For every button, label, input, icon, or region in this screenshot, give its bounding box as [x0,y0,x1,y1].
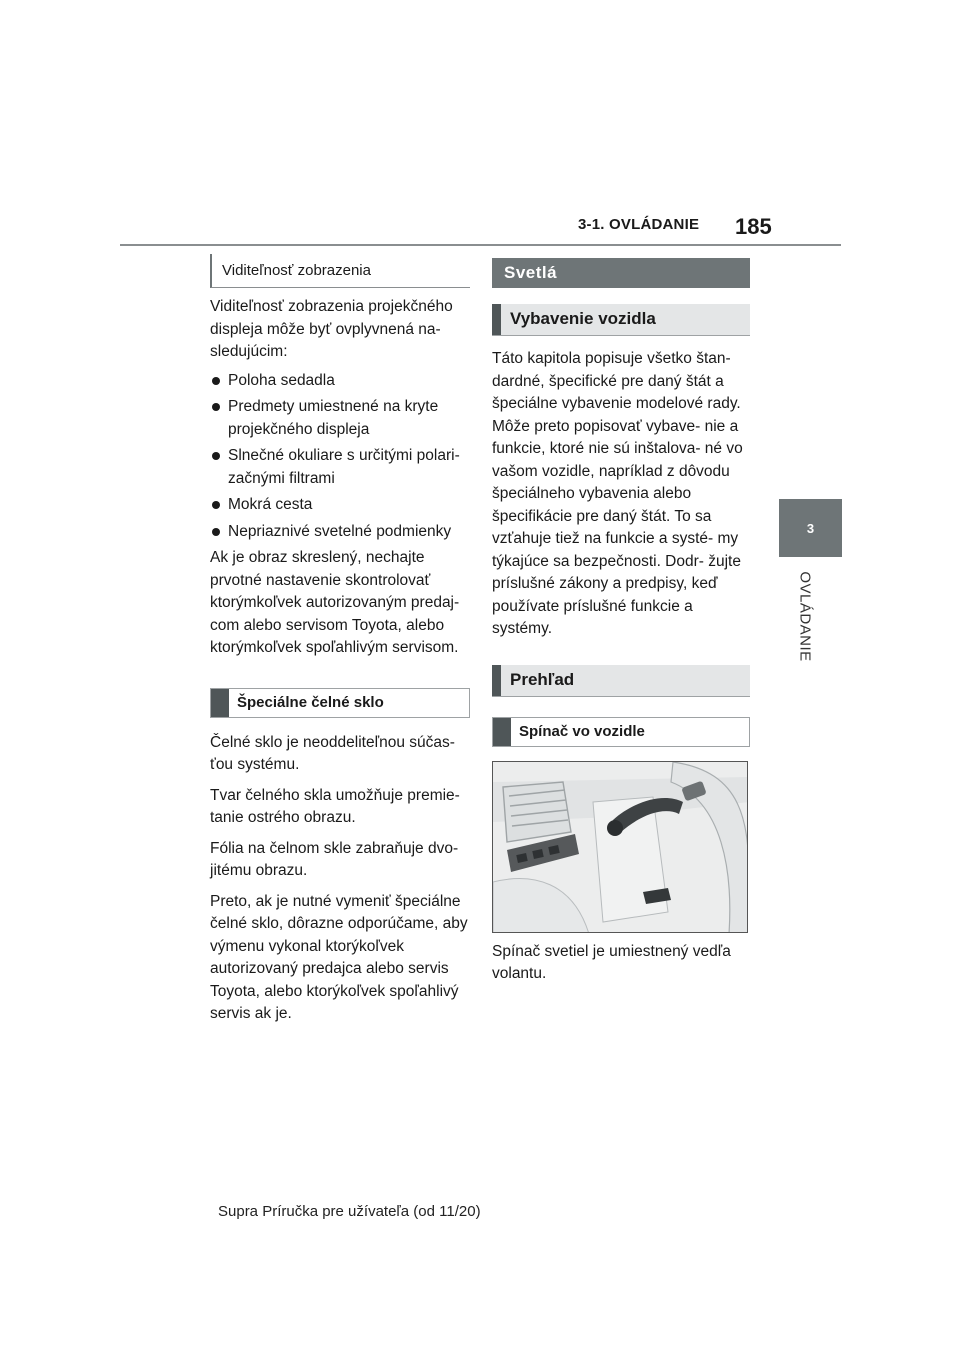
chapter-name-vertical: OVLÁDANIE [796,571,814,662]
chapter-tab: 3 [779,499,842,557]
bullet-icon [212,377,220,385]
windshield-paragraph-1: Čelné sklo je neoddeliteľnou súčas- ťou systému. [210,733,455,773]
list-item: Nepriaznivé svetelné podmienky [210,521,470,544]
bullet-icon [212,403,220,411]
bullet-icon [212,501,220,509]
windshield-paragraph-3: Fólia na čelnom skle zabraňuje dvo- jitému obrazu. [210,839,459,879]
list-item: Mokrá cesta [210,494,470,517]
switch-heading: Spínač vo vozidle [492,717,750,747]
special-windshield-heading: Špeciálne čelné sklo [210,688,470,718]
footer-manual-title: Supra Príručka pre užívateľa (od 11/20) [218,1203,481,1220]
windshield-paragraph-2: Tvar čelného skla umožňuje premie- tanie ostrého obrazu. [210,786,460,826]
light-switch-illustration [492,761,748,933]
list-item: Slnečné okuliare s určitými polari- začnými filtrami [210,445,470,490]
dashboard-drawing [493,762,748,933]
list-item: Poloha sedadla [210,370,470,393]
heading-marker [492,665,501,696]
list-item: Predmety umiestnené na kryte projekčného displeja [210,396,470,441]
bullet-icon [212,528,220,536]
heading-marker [211,689,229,717]
left-column [210,254,470,1026]
visibility-intro: Viditeľnosť zobrazenia projekčného displeja môže byť ovplyvnená na- sledujúcim: [210,298,453,360]
right-column [492,258,750,986]
visibility-heading: Viditeľnosť zobrazenia [210,254,470,288]
visibility-factors-list [210,370,470,544]
header-divider [120,244,841,246]
figure-caption: Spínač svetiel je umiestnený vedľa volantu. [492,942,731,982]
section-label: 3-1. OVLÁDANIE [578,216,700,233]
heading-marker [493,718,511,746]
bullet-icon [212,452,220,460]
windshield-paragraph-4: Preto, ak je nutné vymeniť špeciálne čelné sklo, dôrazne odporúčame, aby výmenu vykonal ktorýkoľvek autorizovaný predajca alebo servis Toyota, alebo ktorýkoľvek spoľahlivý servis ak je. [210,892,468,1022]
distortion-paragraph: Ak je obraz skreslený, nechajte prvotné nastavenie skontrolovať ktorýmkoľvek autorizovaným predaj- com alebo servisom Toyota, alebo ktorýmkoľvek spoľahlivým servisom. [210,549,460,656]
equipment-paragraph: Táto kapitola popisuje všetko štan- dardné, špecifické pre daný štát a špeciálne vybavenie modelové rady. Môže preto popisovať vybave- nie a funkcie, ktoré nie sú inštalova- né vo vašom vozidle, napríklad z dôvodu špeciálneho vybavenia alebo špecifikácie pre daný štát. To sa vzťahuje tiež na funkcie a systé- my týkajúce sa bezpečnosti. Dodr- žujte príslušné zákony a predpisy, keď používate príslušné funkcie a systémy. [492,350,743,637]
equipment-heading: Vybavenie vozidla [492,304,750,336]
lights-heading: Svetlá [492,258,750,288]
page-number: 185 [735,214,772,239]
heading-marker [492,304,501,335]
overview-heading: Prehľad [492,665,750,697]
